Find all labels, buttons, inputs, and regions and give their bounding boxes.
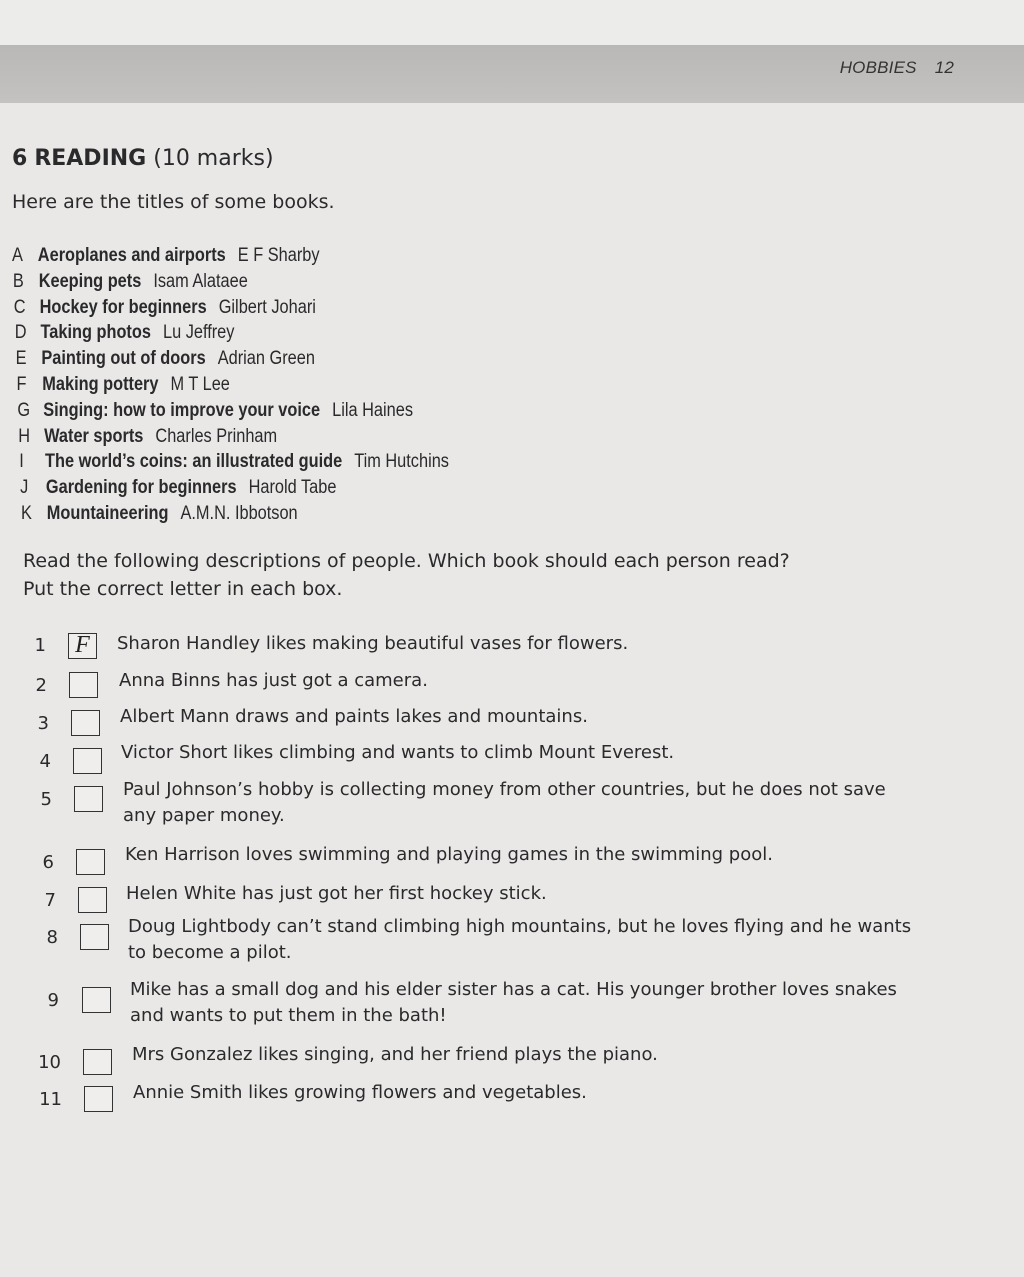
question-text: Annie Smith likes growing flowers and vegetables. bbox=[133, 1082, 587, 1103]
book-item bbox=[16, 346, 446, 372]
book-author: E F Sharby bbox=[237, 245, 320, 266]
question-text: Helen White has just got her first hockey stick. bbox=[126, 883, 547, 904]
book-item bbox=[13, 269, 443, 295]
question-number: 9 bbox=[47, 990, 59, 1011]
answer-box[interactable] bbox=[73, 748, 102, 774]
book-item bbox=[19, 449, 449, 475]
question-number: 5 bbox=[40, 789, 52, 810]
section-number: 6 bbox=[12, 146, 28, 171]
intro-text: Here are the titles of some books. bbox=[12, 191, 335, 213]
question-number: 7 bbox=[44, 890, 56, 911]
question-text: Albert Mann draws and paints lakes and mountains. bbox=[120, 706, 588, 727]
book-title: Water sports bbox=[44, 425, 144, 447]
answer-box[interactable] bbox=[82, 987, 111, 1013]
question-text: Mrs Gonzalez likes singing, and her friend plays the piano. bbox=[132, 1044, 658, 1065]
book-letter: C bbox=[13, 296, 26, 318]
question-text: Mike has a small dog and his elder sister has a cat. His younger brother loves snakes and wants to put them in the bath! bbox=[130, 979, 897, 1026]
running-header bbox=[840, 58, 954, 78]
question-text: Doug Lightbody can’t stand climbing high mountains, but he loves flying and he wants to become a pilot. bbox=[128, 916, 912, 963]
page-number: 12 bbox=[934, 58, 954, 77]
book-letter: I bbox=[19, 451, 24, 473]
question-text: Paul Johnson’s hobby is collecting money from other countries, but he does not save any paper money. bbox=[123, 779, 886, 826]
book-item bbox=[21, 501, 451, 527]
book-letter: G bbox=[17, 399, 31, 421]
answer-box[interactable] bbox=[83, 1049, 112, 1075]
question-number: 3 bbox=[37, 713, 49, 734]
book-letter: H bbox=[18, 425, 31, 447]
book-title: Aeroplanes and airports bbox=[37, 245, 226, 266]
answer-box[interactable] bbox=[76, 849, 105, 875]
answer-box[interactable]: F bbox=[68, 633, 97, 659]
question-number: 11 bbox=[39, 1089, 62, 1110]
book-title: Hockey for beginners bbox=[39, 296, 207, 318]
book-author: Lu Jeffrey bbox=[162, 322, 235, 344]
instructions-line-2: Put the correct letter in each box. bbox=[23, 578, 343, 600]
book-letter: J bbox=[20, 477, 29, 499]
book-letter: A bbox=[12, 245, 23, 266]
question-number: 1 bbox=[34, 635, 46, 656]
book-title: The world’s coins: an illustrated guide bbox=[45, 451, 343, 473]
section-title: READING bbox=[34, 146, 147, 171]
book-item bbox=[20, 475, 450, 501]
question-text: Anna Binns has just got a camera. bbox=[119, 670, 428, 691]
page-top-margin bbox=[0, 0, 1024, 45]
book-list bbox=[12, 243, 512, 527]
book-title: Singing: how to improve your voice bbox=[43, 399, 321, 421]
book-author: Tim Hutchins bbox=[354, 451, 449, 473]
book-item bbox=[12, 243, 442, 269]
question-number: 6 bbox=[42, 852, 54, 873]
book-letter: E bbox=[15, 348, 27, 370]
answer-box[interactable] bbox=[78, 887, 107, 913]
question-number: 2 bbox=[35, 675, 47, 696]
book-title: Mountaineering bbox=[46, 502, 169, 524]
question-text: Ken Harrison loves swimming and playing games in the swimming pool. bbox=[125, 844, 773, 865]
question-number: 8 bbox=[46, 927, 58, 948]
question-number: 10 bbox=[38, 1052, 61, 1073]
book-author: A.M.N. Ibbotson bbox=[180, 502, 298, 524]
book-letter: F bbox=[16, 373, 27, 395]
book-author: Harold Tabe bbox=[248, 477, 337, 499]
book-author: Charles Prinham bbox=[155, 425, 278, 447]
answer-box[interactable] bbox=[71, 710, 100, 736]
book-item bbox=[17, 372, 447, 398]
answer-box[interactable] bbox=[80, 924, 109, 950]
question-text: Victor Short likes climbing and wants to climb Mount Everest. bbox=[121, 742, 675, 763]
book-author: Gilbert Johari bbox=[218, 296, 316, 318]
book-author: Lila Haines bbox=[332, 399, 413, 421]
book-item bbox=[15, 320, 445, 346]
instructions-line-1: Read the following descriptions of people. Which book should each person read? bbox=[23, 550, 790, 572]
book-title: Taking photos bbox=[40, 322, 151, 344]
section-heading bbox=[12, 146, 274, 171]
chapter-title: HOBBIES bbox=[839, 58, 917, 77]
section-marks: (10 marks) bbox=[153, 146, 274, 171]
book-title: Making pottery bbox=[42, 373, 159, 395]
book-item bbox=[18, 424, 448, 450]
book-item bbox=[17, 398, 447, 424]
answer-box[interactable] bbox=[74, 786, 103, 812]
book-letter: B bbox=[12, 270, 24, 292]
question-text: Sharon Handley likes making beautiful vases for flowers. bbox=[117, 633, 629, 654]
book-title: Painting out of doors bbox=[41, 348, 206, 370]
answer-box[interactable] bbox=[69, 672, 98, 698]
book-letter: K bbox=[21, 502, 32, 524]
instructions bbox=[23, 547, 790, 603]
answer-box[interactable] bbox=[84, 1086, 113, 1112]
book-author: Isam Alataee bbox=[153, 270, 248, 292]
book-letter: D bbox=[14, 322, 27, 344]
book-title: Gardening for beginners bbox=[45, 477, 237, 499]
book-author: Adrian Green bbox=[217, 348, 315, 370]
book-title: Keeping pets bbox=[38, 270, 142, 292]
question-number: 4 bbox=[39, 751, 51, 772]
book-author: M T Lee bbox=[170, 373, 230, 395]
book-item bbox=[14, 295, 444, 321]
